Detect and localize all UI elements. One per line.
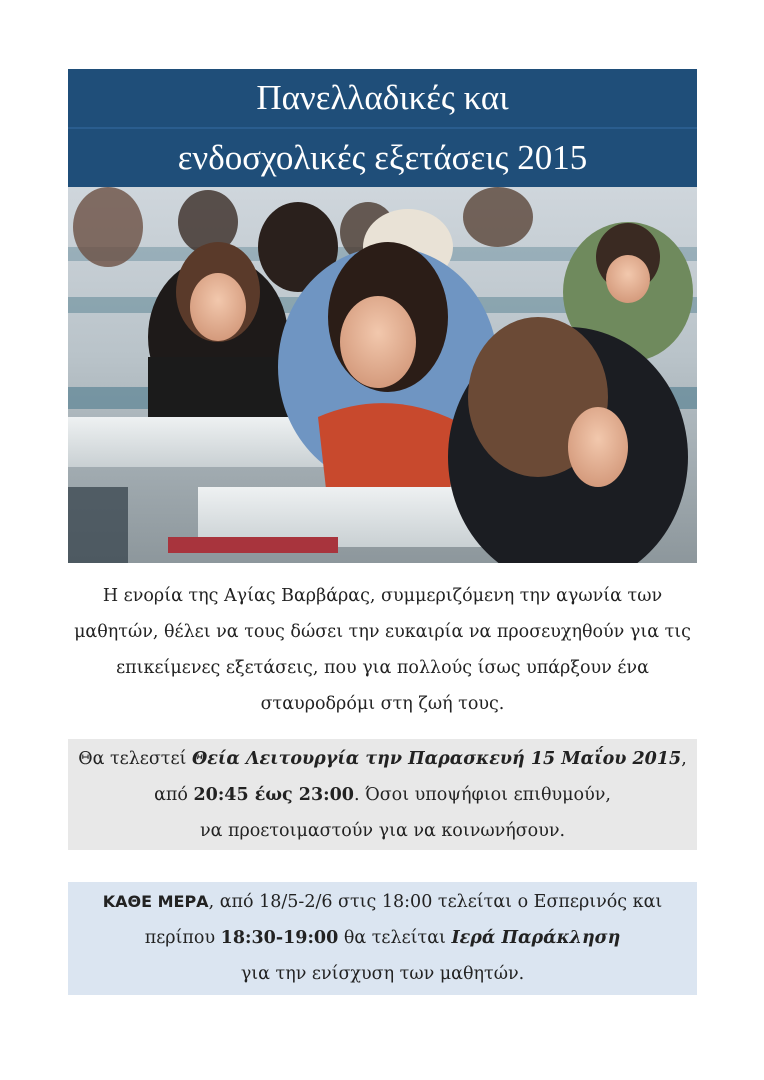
intro-paragraph — [68, 578, 697, 722]
daily-service: Ιερά Παράκληση — [451, 928, 621, 948]
liturgy-line-3: να προετοιμαστούν για να κοινωνήσουν. — [199, 821, 566, 841]
title-line-2: ενδοσχολικές εξετάσεις 2015 — [177, 138, 588, 177]
title-line-1: Πανελλαδικές και — [256, 78, 509, 117]
daily-approx: περίπου — [144, 928, 221, 948]
daily-after-label: , από 18/5-2/6 στις 18:00 τελείται ο Εσπερινός και — [208, 892, 663, 912]
intro-line-2: μαθητών, θέλει να τους δώσει την ευκαιρία να προσευχηθούν για τις — [74, 622, 691, 642]
daily-line-3: για την ενίσχυση των μαθητών. — [240, 964, 525, 984]
intro-line-4: σταυροδρόμι στη ζωή τους. — [260, 694, 505, 714]
intro-line-1: Η ενορία της Αγίας Βαρβάρας, συμμεριζόμενη την αγωνία των — [102, 586, 663, 606]
liturgy-prefix: Θα τελεστεί — [78, 749, 192, 769]
liturgy-line-1 — [68, 741, 697, 777]
every-day-label: ΚΑΘΕ ΜΕΡΑ — [102, 892, 209, 911]
liturgy-time: 20:45 έως 23:00 — [193, 785, 354, 805]
daily-line-1 — [68, 884, 697, 920]
liturgy-from: από — [154, 785, 194, 805]
students-exam-photo — [68, 187, 697, 563]
intro-line-3: επικείμενες εξετάσεις, που για πολλούς ίσως υπάρξουν ένα — [116, 658, 649, 678]
liturgy-after-time: . Όσοι υποψήφιοι επιθυμούν, — [353, 785, 611, 805]
daily-time: 18:30-19:00 — [220, 928, 339, 948]
liturgy-line-2 — [68, 777, 697, 813]
daily-mid: θα τελείται — [338, 928, 452, 948]
liturgy-announcement — [68, 739, 697, 850]
liturgy-comma: , — [681, 749, 687, 769]
liturgy-event: Θεία Λειτουργία την Παρασκευή 15 Μαΐου 2015 — [191, 749, 682, 769]
daily-line-2 — [68, 920, 697, 956]
daily-schedule — [68, 882, 697, 995]
title-banner — [68, 69, 697, 187]
